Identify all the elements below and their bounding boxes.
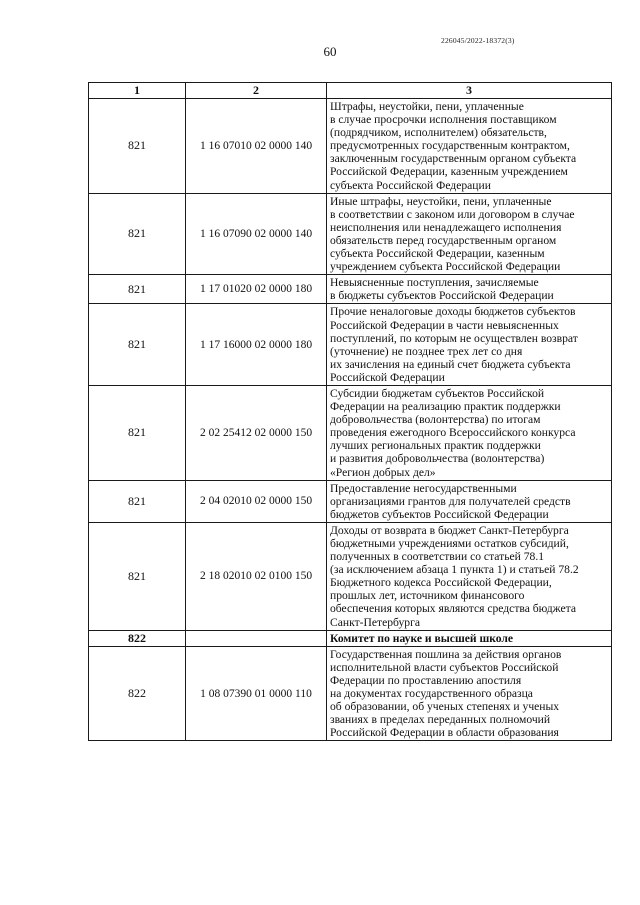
- description-line: Федерации по проставлению апостиля: [330, 673, 522, 687]
- description-cell: [327, 480, 612, 522]
- description-line: и развития добровольчества (волонтерства): [330, 452, 545, 466]
- table-row: [89, 480, 612, 522]
- description-line: Невыясненные поступления, зачисляемые: [330, 276, 539, 290]
- table-header-row: [89, 83, 612, 99]
- description-line: в случае просрочки исполнения поставщиком: [330, 113, 557, 127]
- description-line: Российской Федерации в области образования: [330, 726, 559, 740]
- table-row: [89, 99, 612, 194]
- page-bottom-scan-artifact: [365, 896, 525, 905]
- description-line: организациями грантов для получателей средств: [330, 494, 571, 508]
- admin-code-cell: 821: [89, 480, 186, 522]
- admin-code-cell: 821: [89, 385, 186, 480]
- description-line: Субсидии бюджетам субъектов Российской: [330, 386, 545, 400]
- table-row: [89, 522, 612, 630]
- description-line: Российской Федерации, казенным учреждением: [330, 165, 568, 179]
- description-cell: [327, 304, 612, 386]
- budget-classification-code-cell: 1 16 07010 02 0000 140: [186, 99, 327, 194]
- description-line: в бюджеты субъектов Российской Федерации: [330, 289, 554, 303]
- section-row: [89, 630, 612, 646]
- admin-code-cell: 822: [89, 646, 186, 741]
- description-line: Российской Федерации в части невыясненных: [330, 318, 559, 332]
- description-line: бюджетными учреждениями остатков субсидий,: [330, 537, 569, 550]
- description-line: субъекта Российской Федерации, казенным: [330, 247, 545, 261]
- description-line: добровольчества (волонтерства) по итогам: [330, 413, 541, 427]
- description-cell: [327, 275, 612, 304]
- description-line: Иные штрафы, неустойки, пени, уплаченные: [330, 194, 552, 208]
- description-line: Бюджетного кодекса Российской Федерации,: [330, 576, 552, 590]
- description-line: званиях в пределах переданных полномочий: [330, 713, 551, 727]
- description-line: заключенным государственным органом субъекта: [330, 152, 577, 166]
- description-cell: [327, 630, 612, 646]
- description-cell: [327, 646, 612, 741]
- description-line: прошлых лет, источником финансового: [330, 589, 525, 603]
- description-line: Предоставление негосударственными: [330, 481, 517, 495]
- description-line: предусмотренных государственным контрактом,: [330, 139, 570, 153]
- description-line: (уточнение) не позднее трех лет со дня: [330, 344, 523, 358]
- budget-classification-code-cell: 1 17 01020 02 0000 180: [186, 275, 327, 304]
- description-line: их зачисления на единый счет бюджета субъекта: [330, 357, 571, 371]
- admin-code-cell: 822: [89, 630, 186, 646]
- description-line: (за исключением абзаца 1 пункта 1) и статьей 78.2: [330, 563, 579, 577]
- budget-classification-code-cell: 1 08 07390 01 0000 110: [186, 646, 327, 741]
- description-line: обязательств перед государственным органом: [330, 233, 557, 247]
- description-cell: [327, 385, 612, 480]
- description-line: учреждением субъекта Российской Федерации: [330, 260, 561, 274]
- admin-code-cell: 821: [89, 99, 186, 194]
- description-cell: [327, 193, 612, 275]
- description-line: Доходы от возврата в бюджет Санкт-Петербурга: [330, 523, 569, 537]
- description-line: Федерации на реализацию практик поддержки: [330, 400, 561, 414]
- description-cell: [327, 522, 612, 630]
- description-line: поступлений, по которым не осуществлен возврат: [330, 331, 578, 345]
- column-header-3: 3: [327, 83, 612, 99]
- budget-classification-code-cell: 2 04 02010 02 0000 150: [186, 480, 327, 522]
- description-line: полученных в соответствии со статьей 78.1: [330, 550, 545, 564]
- document-number: 226045/2022-18372(3): [441, 36, 515, 45]
- description-line: на документах государственного образца: [330, 687, 533, 701]
- table-row: [89, 275, 612, 304]
- budget-classification-code-cell: [186, 630, 327, 646]
- description-line: исполнительной власти субъектов Российской: [330, 660, 559, 674]
- description-line: неисполнения или ненадлежащего исполнения: [330, 220, 562, 234]
- description-line: Государственная пошлина за действия органов: [330, 647, 562, 661]
- description-line: проведения ежегодного Всероссийского конкурса: [330, 426, 576, 440]
- description-line: «Регион добрых дел»: [330, 465, 436, 479]
- table-row: [89, 385, 612, 480]
- description-line: Санкт-Петербурга: [330, 615, 420, 629]
- description-line: субъекта Российской Федерации: [330, 178, 491, 192]
- description-line: бюджетов субъектов Российской Федерации: [330, 507, 549, 521]
- description-line: лучших региональных практик поддержки: [330, 439, 541, 453]
- budget-classification-code-cell: 1 16 07090 02 0000 140: [186, 193, 327, 275]
- description-line: об образовании, об ученых степенях и ученых: [330, 700, 560, 714]
- description-cell: [327, 99, 612, 194]
- admin-code-cell: 821: [89, 304, 186, 386]
- budget-classification-code-cell: 2 18 02010 02 0100 150: [186, 522, 327, 630]
- column-header-2: 2: [186, 83, 327, 99]
- table-row: [89, 193, 612, 275]
- admin-code-cell: 821: [89, 522, 186, 630]
- description-line: Российской Федерации: [330, 370, 445, 384]
- budget-classification-code-cell: 2 02 25412 02 0000 150: [186, 385, 327, 480]
- admin-code-cell: 821: [89, 193, 186, 275]
- description-line: обеспечения которых являются средства бюджета: [330, 602, 576, 616]
- column-header-1: 1: [89, 83, 186, 99]
- admin-code-cell: 821: [89, 275, 186, 304]
- description-line: (подрядчиком, исполнителем) обязательств,: [330, 126, 547, 140]
- description-line: Прочие неналоговые доходы бюджетов субъектов: [330, 305, 576, 319]
- budget-classification-code-cell: 1 17 16000 02 0000 180: [186, 304, 327, 386]
- description-line: Комитет по науке и высшей школе: [330, 631, 514, 645]
- description-line: Штрафы, неустойки, пени, уплаченные: [330, 100, 524, 113]
- table-row: [89, 646, 612, 741]
- table-row: [89, 304, 612, 386]
- description-line: в соответствии с законом или договором в случае: [330, 207, 575, 221]
- table-body: [89, 99, 612, 741]
- page-number: 60: [323, 44, 337, 59]
- budget-codes-table: [88, 82, 612, 741]
